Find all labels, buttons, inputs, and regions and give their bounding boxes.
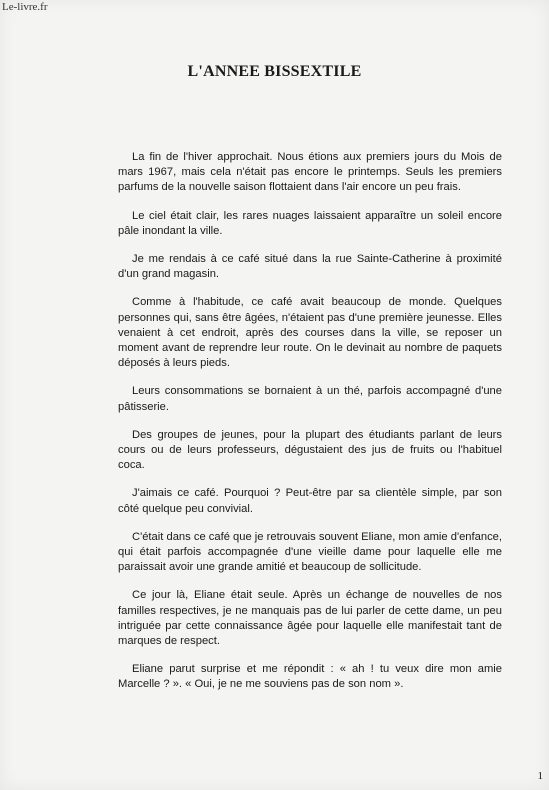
page-number: 1 bbox=[537, 770, 543, 782]
paragraph: Comme à l'habitude, ce café avait beaucoup de monde. Quelques personnes qui, sans être âgées, n'étaient pas d'une première jeunesse. Elles venaient à cet endroit, après des courses dans la ville, se reposer un moment avant de reprendre leur route. On le devinait au nombre de paquets déposés à leurs pieds. bbox=[118, 296, 502, 370]
body-text bbox=[118, 150, 502, 706]
paragraph: J'aimais ce café. Pourquoi ? Peut-être par sa clientèle simple, par son côté quelque peu convivial. bbox=[118, 487, 502, 515]
paragraph: Le ciel était clair, les rares nuages laissaient apparaître un soleil encore pâle inondant la ville. bbox=[118, 209, 502, 237]
paragraph: Ce jour là, Eliane était seule. Après un échange de nouvelles de nos familles respectives, je ne manquais pas de lui parler de cette dame, un peu intriguée par cette connaissance âgée pour laquelle elle manifestait tant de marques de respect. bbox=[118, 589, 502, 648]
watermark: Le-livre.fr bbox=[2, 1, 48, 13]
paragraph: Eliane parut surprise et me répondit : « ah ! tu veux dire mon amie Marcelle ? ». « Oui, je ne me souviens pas de son nom ». bbox=[118, 663, 502, 691]
paragraph: Des groupes de jeunes, pour la plupart des étudiants parlant de leurs cours ou de leurs professeurs, dégustaient des jus de fruits ou l'habituel coca. bbox=[118, 428, 502, 472]
page-title: L'ANNEE BISSEXTILE bbox=[187, 63, 362, 80]
paragraph: Je me rendais à ce café situé dans la rue Sainte-Catherine à proximité d'un grand magasin. bbox=[118, 253, 502, 281]
paragraph: La fin de l'hiver approchait. Nous étions aux premiers jours du Mois de mars 1967, mais cela n'était pas encore le printemps. Seuls les premiers parfums de la nouvelle saison flottaient dans l'air encore un peu frais. bbox=[118, 151, 502, 194]
paragraph: C'était dans ce café que je retrouvais souvent Eliane, mon amie d'enfance, qui était parfois accompagnée d'une vieille dame pour laquelle elle me paraissait avoir une grande amitié et beaucoup de sollicitude. bbox=[118, 530, 502, 574]
paragraph: Leurs consommations se bornaient à un thé, parfois accompagné d'une pâtisserie. bbox=[118, 385, 502, 413]
